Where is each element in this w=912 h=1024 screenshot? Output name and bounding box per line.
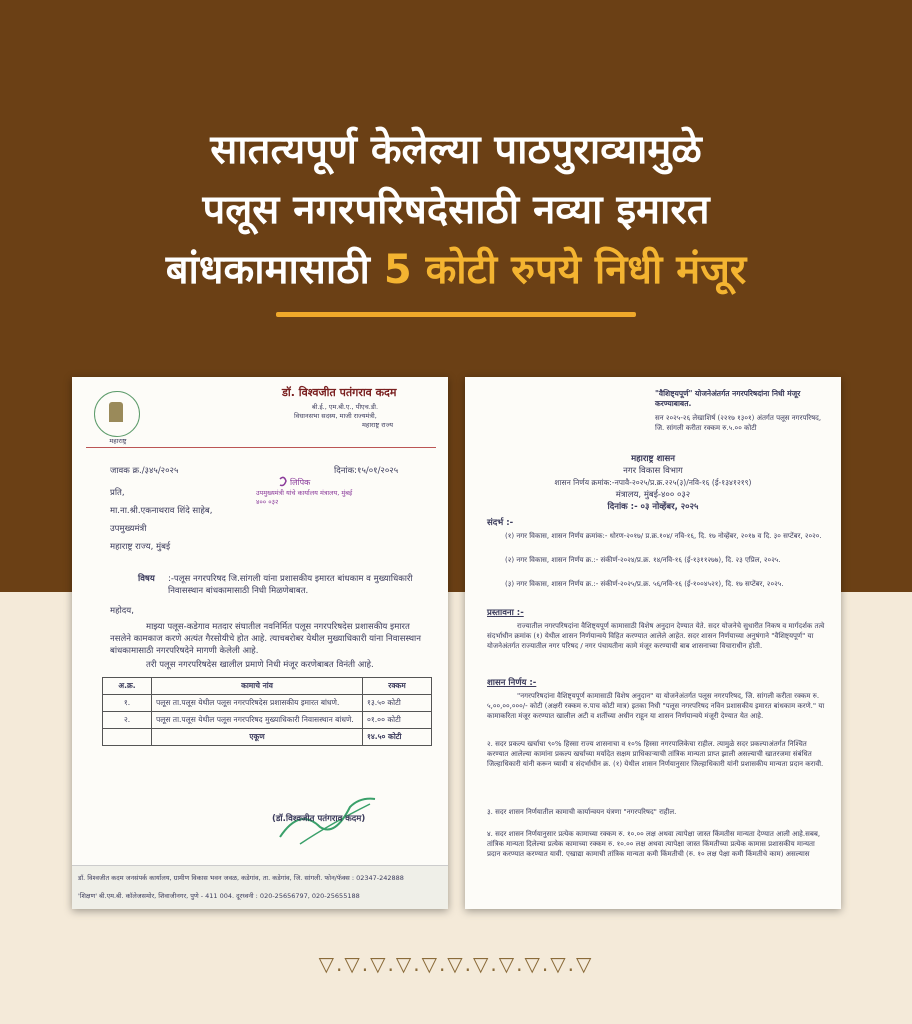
reference-2: (२) नगर विकास, शासन निर्णय क्र.:- संकीर्ण-२०२४/प्र.क्र. १४/नवि-१६ (ई-१३११२७७), दि. २३ एप्रिल, २०२५.	[505, 556, 781, 564]
gr-number: शासन निर्णय क्रमांक:-नपावै-२०२५/प्र.क्र.२२५(३)/नवि-१६ (ई-१३४१२१९)	[554, 478, 752, 487]
state-emblem-icon	[94, 391, 140, 437]
table-cell: २.	[103, 712, 152, 729]
decorative-triangles: ▽.▽.▽.▽.▽.▽.▽.▽.▽.▽.▽	[318, 952, 594, 976]
headline-underline	[276, 312, 636, 317]
headline-line-1: सातत्यपूर्ण केलेल्या पाठपुराव्यामुळे	[210, 127, 702, 173]
recipient-name: मा.ना.श्री.एकनाथराव शिंदे साहेब,	[110, 506, 213, 516]
paragraph-4: ४. सदर शासन निर्णयानुसार प्रत्येक कामाच्या रक्कम रु. १०.०० लक्ष अथवा त्यापेक्षा जास्त किंमतीस मान्यता देण्यात आली आहे.सबब, तांत्रिक मान्यता दिलेल्या प्रत्येक कामाच्या रक्कम रु. १०.०० लक्ष अथवा त्यापेक्षा जास्त किंमतीच्या प्रत्येक कामास प्रशासकीय मान्यता प्रदान करण्यात करण्यात यावी. एखाद्या कामाची तांत्रिक मान्यता कमी किंमतीची (रु. १० लक्ष पेक्षा कमी किंमतीचे काम) असल्यास	[487, 830, 821, 858]
headline-line-3	[40, 240, 872, 300]
paragraph-2: २. सदर प्रकल्प खर्चाचा ९०% हिस्सा राज्य शासनाचा व १०% हिस्सा नगरपालिकेचा राहील. त्यामुळे सदर प्रकल्पाअंतर्गत निश्चित करण्यात आलेल्या कामांना प्रकल्प खर्चाच्या मर्यादेत सक्षम प्राधिकाऱ्याची तांत्रिक मान्यता प्राप्त झाली असल्याची खातरजमा संबंधित जिल्हाधिकारी यांनी करून घ्यावी व संदर्भाधीन क्र. (१) येथील शासन निर्णयानुसार जिल्हाधिकारी यांनी प्रशासकीय मान्यता प्रदान करावी.	[487, 740, 824, 768]
letterhead-qualification: बी.ई., एम.बी.ए., पीएच.डी.	[312, 403, 379, 411]
reference-3: (३) नगर विकास, शासन निर्णय क्र.:- संकीर्ण-२०२५/प्र.क्र. ५६/नवि-१६ (ई-१००४५२१), दि. १७ सप्टेंबर, २०२५.	[505, 580, 784, 588]
table-cell: पलूस ता.पलूस येथील पलूस नगरपरिषद मुख्याधिकारी निवासस्थान बांधणे.	[152, 712, 363, 729]
table-header-cell: अ.क्र.	[103, 678, 152, 695]
government-resolution-document	[465, 377, 841, 909]
table-header-row	[103, 678, 432, 695]
letter-date: दिनांक:१५/०१/२०२५	[334, 466, 399, 476]
gr-date: दिनांक :- ०३ नोव्हेंबर, २०२५	[607, 502, 699, 512]
footer-line-1: डॉ. विश्वजीत कदम जनसंपर्क कार्यालय, ग्रामीण विकास भवन जवळ, कडेगांव, ता. कडेगांव, जि. सांगली. फोन/फॅक्स : 02347-242888	[78, 874, 404, 882]
headline-line-3-prefix: बांधकामासाठी	[165, 247, 384, 293]
preamble-label: प्रस्तावना :-	[487, 608, 524, 618]
table-total-label: एकूण	[152, 729, 363, 746]
table-cell	[103, 729, 152, 746]
headline-line-2: पलूस नगरपरिषदेसाठी नव्या इमारत	[202, 187, 710, 233]
letterhead-position: विधानसभा सदस्य, माजी राज्यमंत्री,	[294, 412, 377, 420]
footer-line-2: 'शिक्षण' बी.एम.बी. कॉलेजसमोर, शिवाजीनगर, पुणे - 411 004. दूरध्वनी : 020-25656797, 020-25655188	[78, 892, 360, 900]
table-cell: १.	[103, 695, 152, 712]
table-cell: पलूस ता.पलूस येथील पलूस नगरपरिषदेस प्रशासकीय इमारत बांधणे.	[152, 695, 363, 712]
gr-department: नगर विकास विभाग	[623, 466, 683, 476]
gr-topic: "वैशिष्ट्यपूर्ण" योजनेअंतर्गत नगरपरिषदांना निधी मंजूर करण्याबाबत.	[655, 389, 801, 408]
letter-footer	[72, 865, 448, 909]
works-table	[102, 677, 432, 746]
references-label: संदर्भ :-	[487, 518, 514, 528]
recipient-post: उपमुख्यमंत्री	[110, 524, 147, 534]
table-header-cell: रक्कम	[363, 678, 432, 695]
body-paragraph-1: माझ्या पलूस-कडेगाव मतदार संघातील नवनिर्मित पलूस नगरपरिषदेस प्रशासकीय इमारत नसलेने कामकाज करणे अत्यंत गैरसोयीचे होत आहे. त्याचबरोबर येथील मुख्याधिकारी यांना निवासस्थान बांधकामासाठी नगरपरिषदेने मागणी केलेली आहे.	[110, 622, 421, 656]
stamp-text: उपमुख्यमंत्री यांचे कार्यालय मंत्रालय, मुंबई ४०० ०३२	[256, 489, 353, 506]
gr-government: महाराष्ट्र शासन	[631, 454, 675, 464]
letterhead-state: महाराष्ट्र राज्य	[362, 421, 394, 429]
to-label: प्रति,	[110, 488, 125, 498]
table-cell: १३.५० कोटी	[363, 695, 432, 712]
decision-label: शासन निर्णय :-	[487, 678, 537, 688]
preamble-text: राज्यातील नगरपरिषदांना वैशिष्ट्यपूर्ण कामासाठी विशेष अनुदान देण्यात येते. सदर योजनेचे सुधारीत निकष व मार्गदर्शक तत्वे संदर्भाधीन क्रमांक (१) येथील शासन निर्णयान्वये विहित करण्यात आलेले आहेत. सदर शासन निर्णयाच्या अनुषंगाने "वैशिष्ट्यपूर्ण" या योजनेअंतर्गत राज्यातील नगर परिषद / नगर पंचायतीना कामे मंजूर करण्याची बाब शासनाच्या विचाराधीन होती.	[487, 622, 825, 650]
letter-document	[72, 377, 448, 909]
headline	[40, 120, 872, 300]
table-header-cell: कामाचे नांव	[152, 678, 363, 695]
paragraph-3: ३. सदर शासन निर्णयातील कामाची कार्यान्वयन यंत्रणा "नगरपरिषद" राहील.	[487, 808, 677, 816]
table-row	[103, 695, 432, 712]
svg-text:लिपिक: लिपिक	[290, 478, 311, 487]
received-stamp	[250, 475, 360, 533]
table-row	[103, 712, 432, 729]
table-cell: ०१.०० कोटी	[363, 712, 432, 729]
subject-text: :-पलूस नगरपरिषद जि.सांगली यांना प्रशासकीय इमारत बांधकाम व मुख्याधिकारी निवासस्थान बांधकामासाठी निधी मिळणेबाबत.	[168, 574, 413, 596]
reference-1: (१) नगर विकास, शासन निर्णय क्रमांक:- धोरण-२०१७/ प्र.क्र.१०४/ नवि-१६, दि. १७ नोव्हेंबर, २०१७ व दि. ३० सप्टेंबर, २०२०.	[505, 532, 822, 540]
gr-amount-note: सन २०२५-२६ लेखाशिर्ष (२२१७ १३०१) अंतर्गत पलूस नगरपरिषद, जि. सांगली करीता रक्कम रु.५.०० कोटी	[655, 414, 822, 432]
recipient-state: महाराष्ट्र राज्य, मुंबई	[110, 542, 171, 552]
emblem-caption: महाराष्ट्र	[109, 437, 127, 445]
headline-highlight: 5 कोटी रुपये निधी मंजूर	[383, 247, 747, 293]
subject-label: विषय	[138, 574, 155, 584]
table-total-row	[103, 729, 432, 746]
body-paragraph-2: तरी पलूस नगरपरिषदेस खालील प्रमाणे निधी मंजूर करणेबाबत विनंती आहे.	[146, 660, 374, 670]
letterhead-divider	[86, 447, 436, 448]
signatory-name: (डॉ.विश्वजीत पतंगराव कदम)	[272, 814, 366, 824]
salutation: महोदय,	[110, 606, 134, 616]
table-total-value: १४.५० कोटी	[363, 729, 432, 746]
reference-number: जावक क्र./३४५/२०२५	[110, 466, 179, 476]
decision-text: "नगरपरिषदांना वैशिष्ट्यपूर्ण कामासाठी विशेष अनुदान" या योजनेअंतर्गत पलूस नगरपरिषद, जि. सांगली करीता रक्कम रु. ५,००,००,०००/- कोटी (अक्षरी रक्कम रु.पाच कोटी मात्र) इतका निधी "पलूस नगरपरिषद नविन प्रशासकीय इमारत बांधकाम करणे." या कामाकरिता मंजूर करण्यात खालील अटी व शर्तीच्या अधीन राहून या शासन निर्णयान्वये मंजूरी देण्यात येत आहे.	[487, 692, 825, 720]
gr-place: मंत्रालय, मुंबई-४०० ०३२	[615, 490, 691, 500]
letterhead-name: डॉ. विश्वजीत पतंगराव कदम	[282, 386, 397, 399]
